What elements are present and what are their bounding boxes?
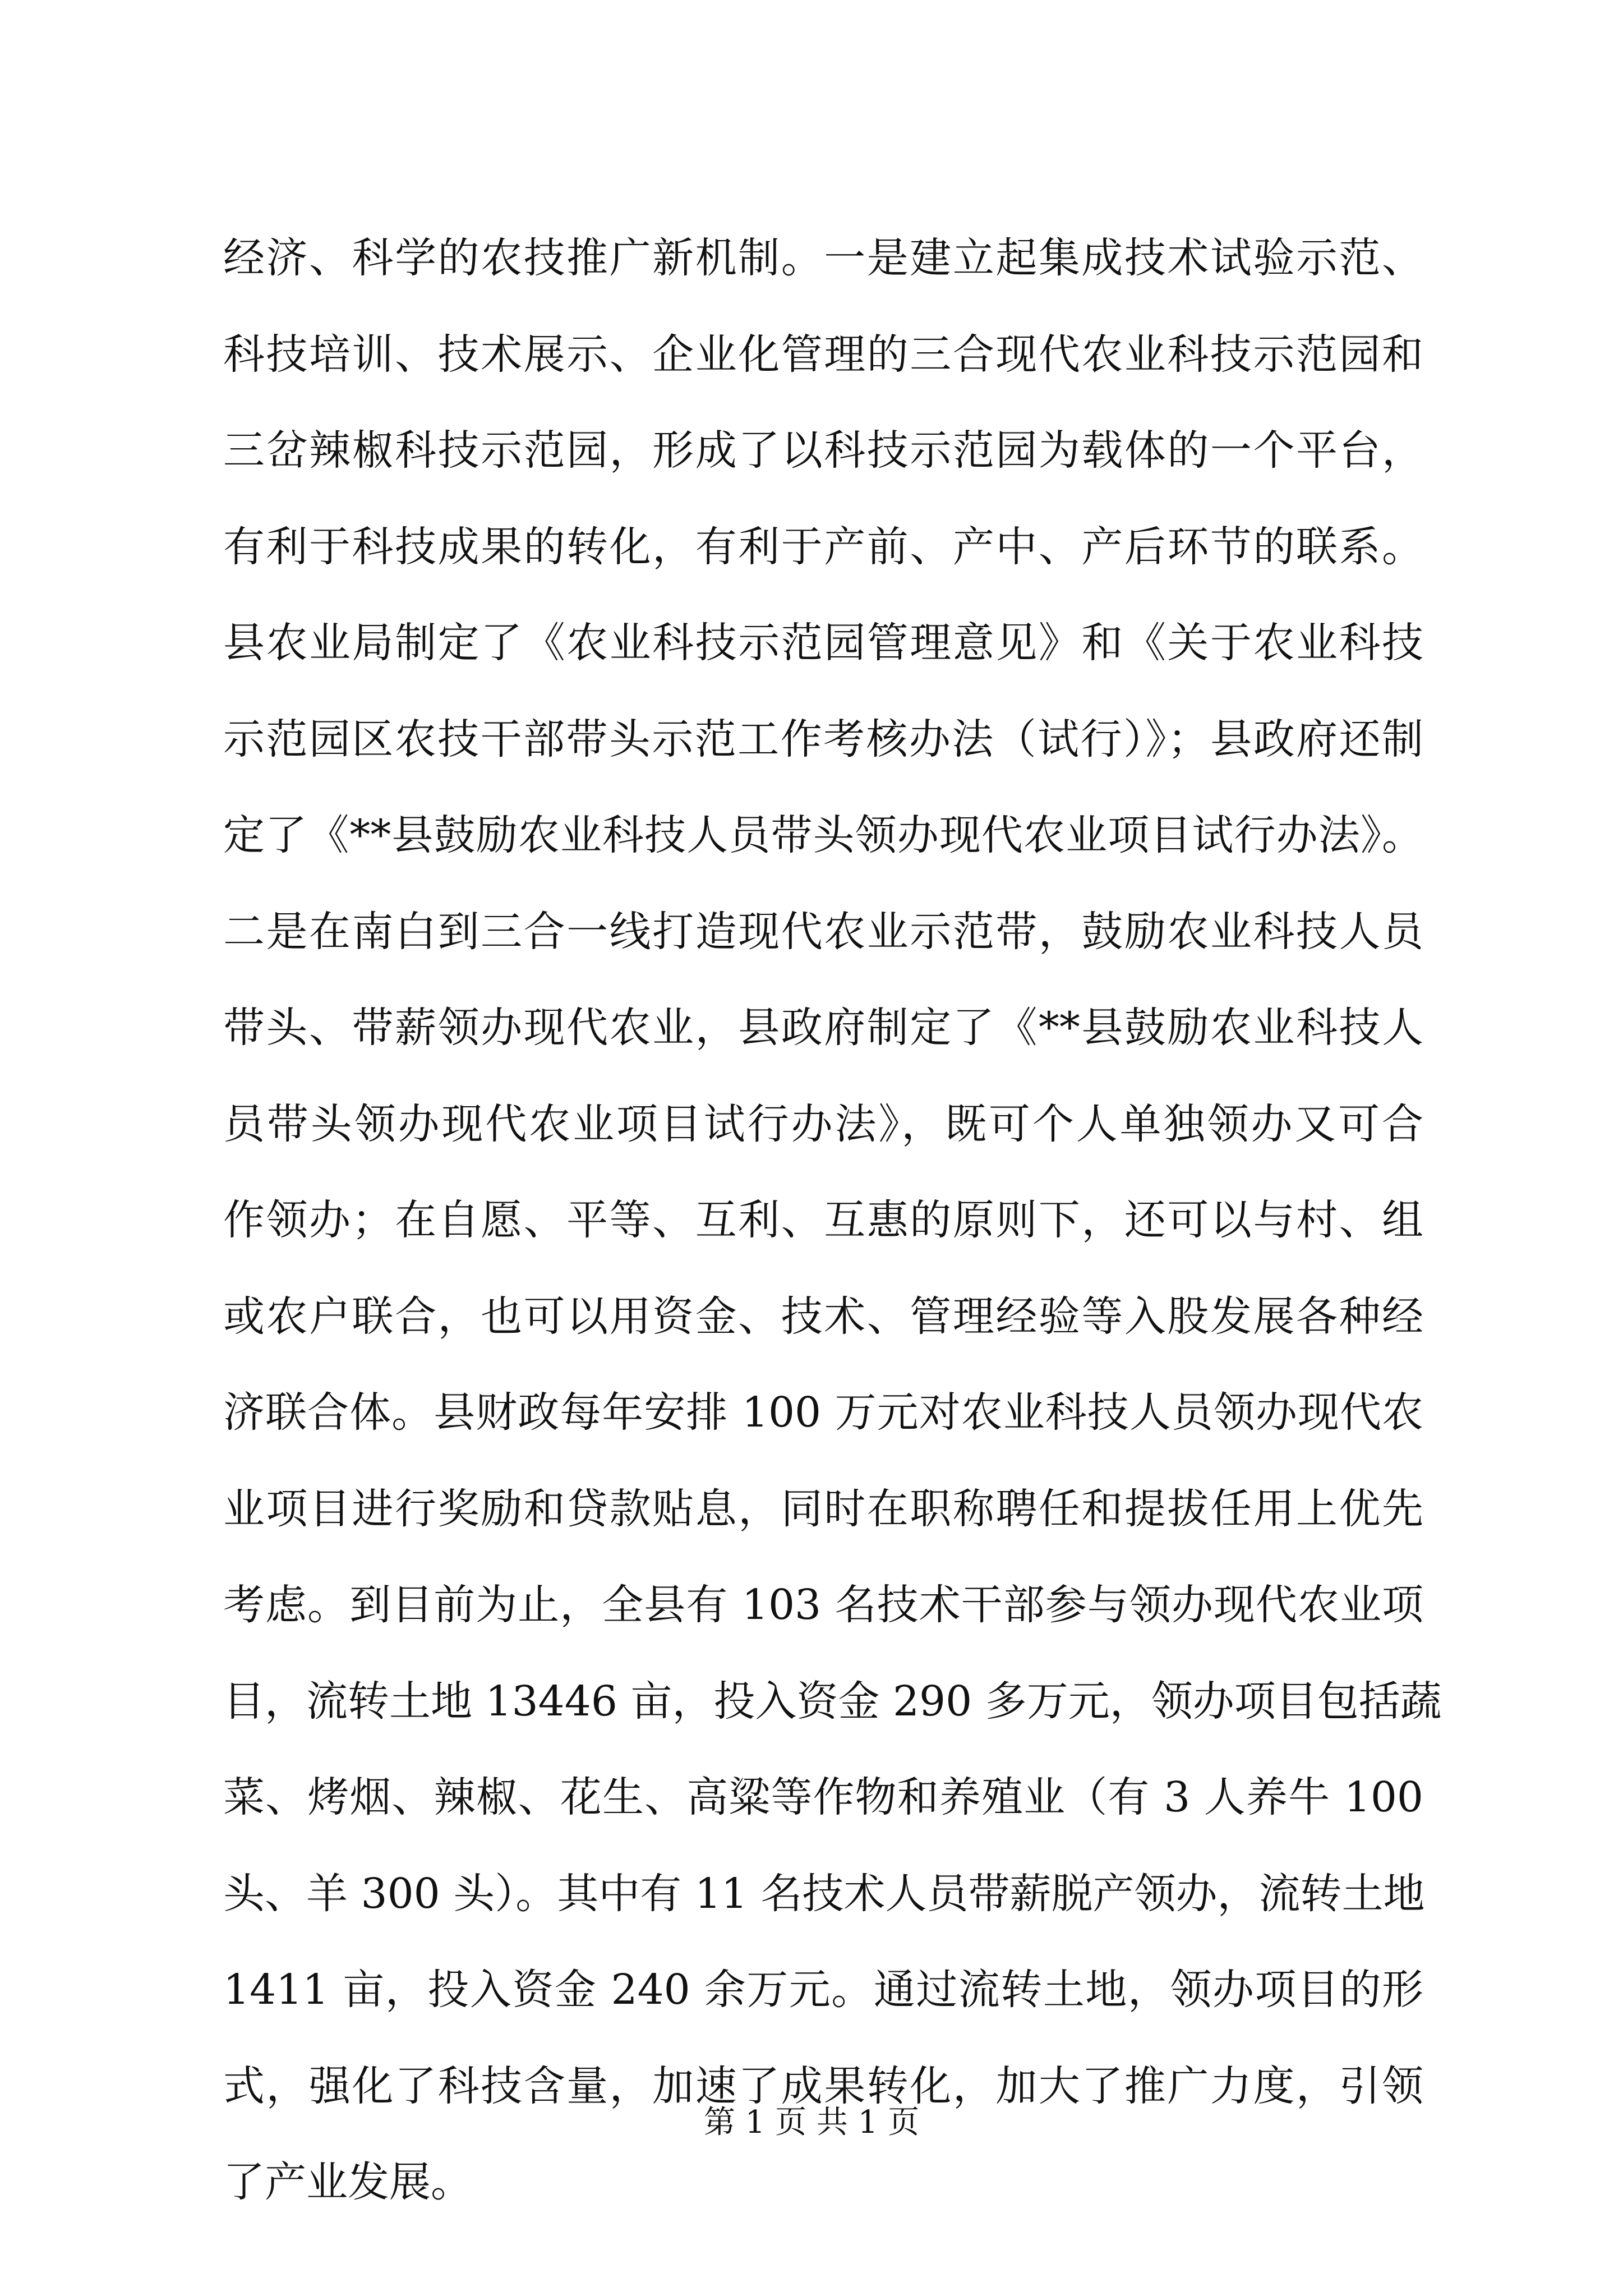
text-line: 员带头领办现代农业项目试行办法》，既可个人单独领办又可合 bbox=[223, 1099, 1423, 1148]
text-line: 带头、带薪领办现代农业，县政府制定了《**县鼓励农业科技人 bbox=[223, 1004, 1423, 1052]
text-line: 示范园区农技干部带头示范工作考核办法（试行）》；县政府还制 bbox=[223, 715, 1423, 763]
text-line: 县农业局制定了《农业科技示范园管理意见》和《关于农业科技 bbox=[223, 619, 1423, 667]
text-line: 菜、烤烟、辣椒、花生、高粱等作物和养殖业（有 3 人养牛 100 bbox=[223, 1773, 1423, 1821]
text-line: 济联合体。县财政每年安排 100 万元对农业科技人员领办现代农 bbox=[223, 1388, 1423, 1437]
text-line: 目，流转土地 13446 亩，投入资金 290 多万元，领办项目包括蔬 bbox=[223, 1677, 1442, 1726]
text-line: 经济、科学的农技推广新机制。一是建立起集成技术试验示范、 bbox=[223, 234, 1423, 282]
text-line: 作领办；在自愿、平等、互利、互惠的原则下，还可以与村、组 bbox=[223, 1196, 1423, 1244]
text-line: 二是在南白到三合一线打造现代农业示范带，鼓励农业科技人员 bbox=[223, 907, 1423, 956]
text-line: 有利于科技成果的转化，有利于产前、产中、产后环节的联系。 bbox=[223, 522, 1423, 571]
text-line: 或农户联合，也可以用资金、技术、管理经验等入股发展各种经 bbox=[223, 1292, 1423, 1341]
page-number-footer: 第 1 页 共 1 页 bbox=[703, 2104, 920, 2141]
text-line: 考虑。到目前为止，全县有 103 名技术干部参与领办现代农业项 bbox=[223, 1581, 1423, 1629]
text-line: 三岔辣椒科技示范园，形成了以科技示范园为载体的一个平台， bbox=[223, 426, 1423, 475]
text-line: 科技培训、技术展示、企业化管理的三合现代农业科技示范园和 bbox=[223, 330, 1423, 379]
text-line: 了产业发展。 bbox=[223, 2158, 472, 2206]
text-line: 式，强化了科技含量，加速了成果转化，加大了推广力度，引领 bbox=[223, 2062, 1423, 2110]
body-paragraph bbox=[223, 210, 1442, 2231]
text-line: 业项目进行奖励和贷款贴息，同时在职称聘任和提拔任用上优先 bbox=[223, 1484, 1423, 1533]
text-line: 头、羊 300 头）。其中有 11 名技术人员带薪脱产领办，流转土地 bbox=[223, 1869, 1425, 1918]
text-line: 定了《**县鼓励农业科技人员带头领办现代农业项目试行办法》。 bbox=[223, 811, 1423, 859]
text-line: 1411 亩，投入资金 240 余万元。通过流转土地，领办项目的形 bbox=[223, 1966, 1423, 2014]
